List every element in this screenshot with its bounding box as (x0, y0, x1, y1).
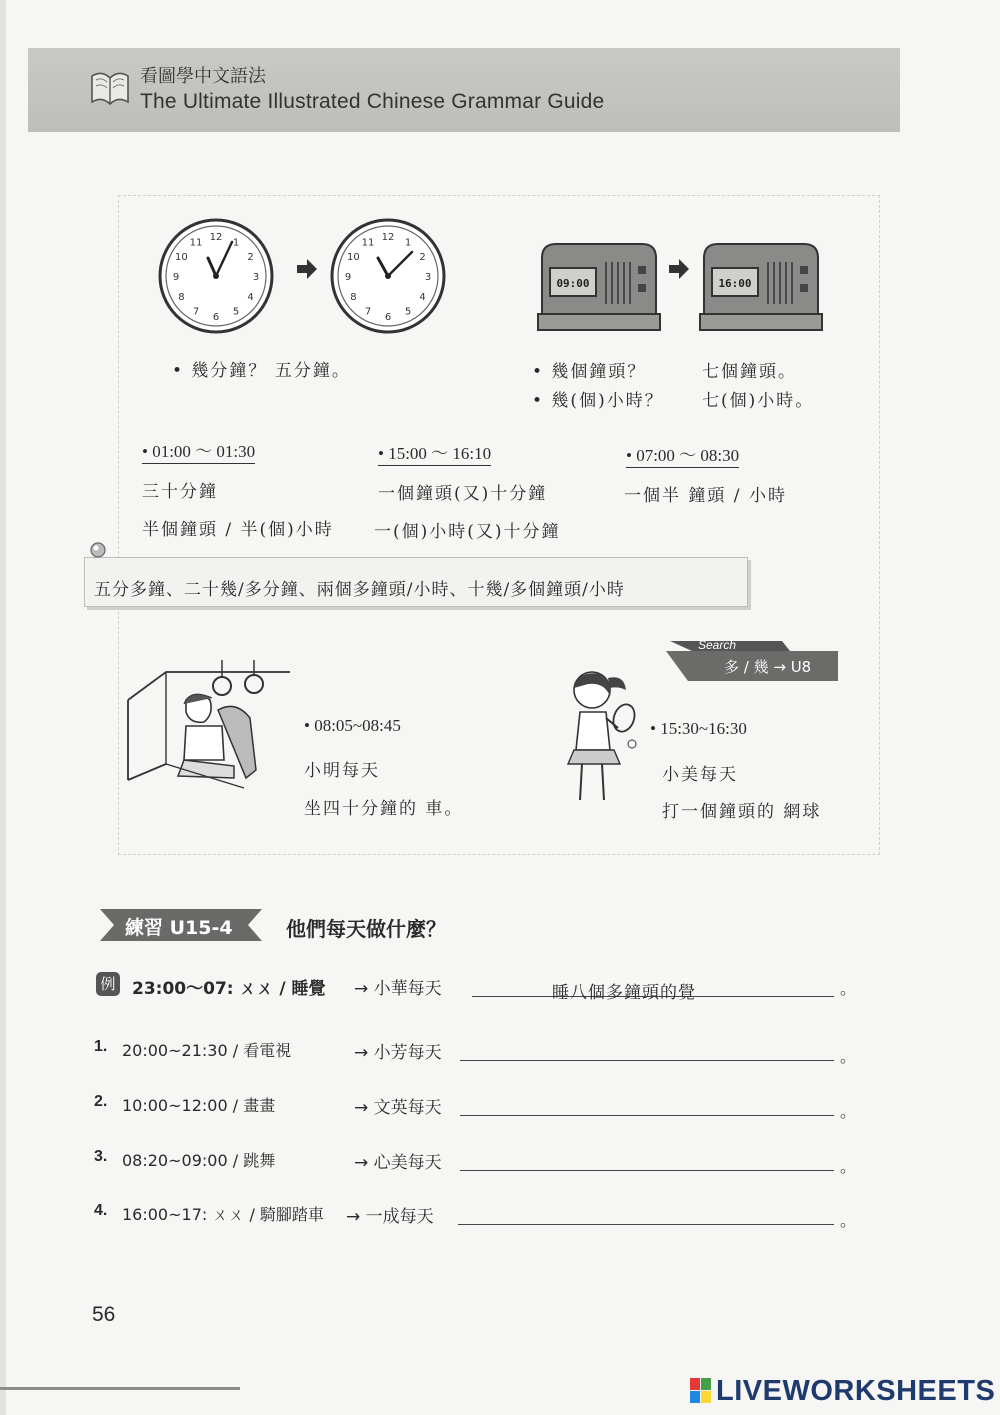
radio-display: 09:00 (556, 277, 590, 290)
exercise-tag: 練習 U15-4 (125, 917, 233, 939)
bottom-rule (0, 1387, 240, 1390)
exercise-row (0, 1093, 1000, 1123)
row-period: 。 (840, 1102, 857, 1121)
brand-wordmark: LIVEWORKSHEETS (716, 1375, 996, 1407)
clock-digit: 11 (361, 237, 375, 249)
scene-time: • 08:05~08:45 (304, 716, 401, 735)
exercise-row (0, 1202, 1000, 1232)
clock-digit: 7 (364, 306, 372, 318)
range-time: • 01:00 ～ 01:30 (142, 437, 255, 464)
item-number: 1. (94, 1038, 108, 1055)
clock-radio-icon (698, 238, 824, 334)
answer-input[interactable] (460, 1093, 834, 1116)
clock-question: • 幾分鐘？ 五分鐘。 (172, 361, 351, 381)
arrow-right-icon (296, 258, 318, 280)
clock-digit: 6 (384, 312, 392, 323)
clock-digit: 5 (404, 306, 412, 318)
answer-input[interactable] (458, 1202, 834, 1225)
scene-line: 打一個鐘頭的 網球 (662, 802, 822, 822)
header-title-en: The Ultimate Illustrated Chinese Grammar Guide (140, 90, 605, 113)
item-number: 3. (94, 1148, 108, 1165)
book-icon (88, 66, 132, 108)
exercise-title: 他們每天做什麼？ (286, 917, 446, 941)
search-label: Search (698, 638, 737, 652)
example-answer: 睡八個多鐘頭的覺 (552, 983, 696, 1003)
clock-digit: 12 (209, 232, 223, 243)
liveworksheets-logo-icon (690, 1378, 712, 1404)
pin-icon (86, 538, 112, 564)
page-number: 56 (92, 1303, 116, 1326)
clock-digit: 9 (344, 272, 352, 283)
range-line: 一個鐘頭(又)十分鐘 (378, 484, 548, 504)
clock-digit: 4 (419, 292, 426, 303)
range-time: • 07:00 ～ 08:30 (626, 441, 739, 468)
item-question: 16:00~17: ㄨㄨ / 騎腳踏車 (122, 1205, 324, 1224)
radio-display: 16:00 (718, 277, 752, 290)
clock-icon (330, 218, 446, 334)
example-marker: 例 (96, 972, 120, 996)
item-arrow-label: → 文英每天 (354, 1098, 442, 1118)
clock-digit: 4 (247, 292, 254, 303)
radio-question-1: • 幾個鐘頭？ (532, 362, 647, 382)
item-question: 08:20~09:00 / 跳舞 (122, 1151, 276, 1170)
clock-digit: 12 (381, 232, 395, 243)
answer-input[interactable] (460, 1038, 834, 1061)
example-arrow-label: → 小華每天 (354, 979, 442, 999)
range-line: 三十分鐘 (142, 482, 218, 502)
clock-digit: 3 (252, 272, 260, 283)
clock-digit: 2 (247, 252, 254, 263)
row-period: 。 (840, 1211, 857, 1230)
clock-digit: 7 (192, 306, 200, 318)
radio-answer-2: 七(個)小時。 (702, 391, 815, 411)
range-time: • 15:00 ～ 16:10 (378, 439, 491, 466)
clock-digit: 11 (189, 237, 203, 249)
item-arrow-label: → 小芳每天 (354, 1043, 442, 1063)
clock-digit: 5 (232, 306, 240, 318)
exercise-row (0, 1038, 1000, 1068)
radio-question-2: • 幾(個)小時？ (532, 391, 664, 411)
clock-digit: 6 (212, 312, 220, 323)
search-tag (662, 637, 842, 683)
clock-radio-icon (536, 238, 662, 334)
scene-line: 小美每天 (662, 765, 738, 785)
answer-input[interactable] (460, 1148, 834, 1171)
girl-tennis-illustration (552, 668, 638, 818)
clock-digit: 1 (232, 237, 240, 249)
arrow-right-icon (668, 258, 690, 280)
clock-icon (158, 218, 274, 334)
row-period: 。 (840, 979, 857, 998)
book-header (28, 48, 900, 132)
banner-text: 五分多鐘、二十幾/多分鐘、兩個多鐘頭/小時、十幾/多個鐘頭/小時 (94, 580, 625, 600)
range-line: 半個鐘頭 / 半(個)小時 (142, 520, 334, 540)
clock-digit: 10 (347, 252, 360, 263)
boy-on-train-illustration (126, 660, 292, 806)
scene-time: • 15:30~16:30 (650, 719, 747, 738)
clock-digit: 3 (424, 272, 432, 283)
item-arrow-label: → 心美每天 (354, 1153, 442, 1173)
item-question: 10:00~12:00 / 畫畫 (122, 1096, 276, 1115)
item-arrow-label: → 一成每天 (346, 1207, 434, 1227)
search-text: 多 / 幾 → U8 (724, 658, 812, 676)
clock-digit: 8 (178, 292, 185, 303)
scene-line: 小明每天 (304, 761, 380, 781)
clock-digit: 9 (172, 272, 180, 283)
row-period: 。 (840, 1157, 857, 1176)
clock-digit: 1 (404, 237, 412, 249)
summary-banner (80, 555, 752, 611)
item-question: 20:00~21:30 / 看電視 (122, 1041, 292, 1060)
clock-digit: 8 (350, 292, 357, 303)
item-number: 4. (94, 1202, 108, 1219)
range-line: 一個半 鐘頭 / 小時 (624, 486, 787, 506)
exercise-row (0, 1148, 1000, 1178)
item-number: 2. (94, 1093, 108, 1110)
scene-line: 坐四十分鐘的 車。 (304, 799, 464, 819)
clock-digit: 2 (419, 252, 426, 263)
clock-digit: 10 (175, 252, 188, 263)
example-row (0, 974, 1000, 1004)
row-period: 。 (840, 1047, 857, 1066)
range-line: 一(個)小時(又)十分鐘 (374, 522, 561, 542)
header-title-cn: 看圖學中文語法 (140, 66, 266, 87)
example-question: 23:00～07: ㄨㄨ / 睡覺 (132, 979, 326, 999)
radio-answer-1: 七個鐘頭。 (702, 362, 797, 382)
